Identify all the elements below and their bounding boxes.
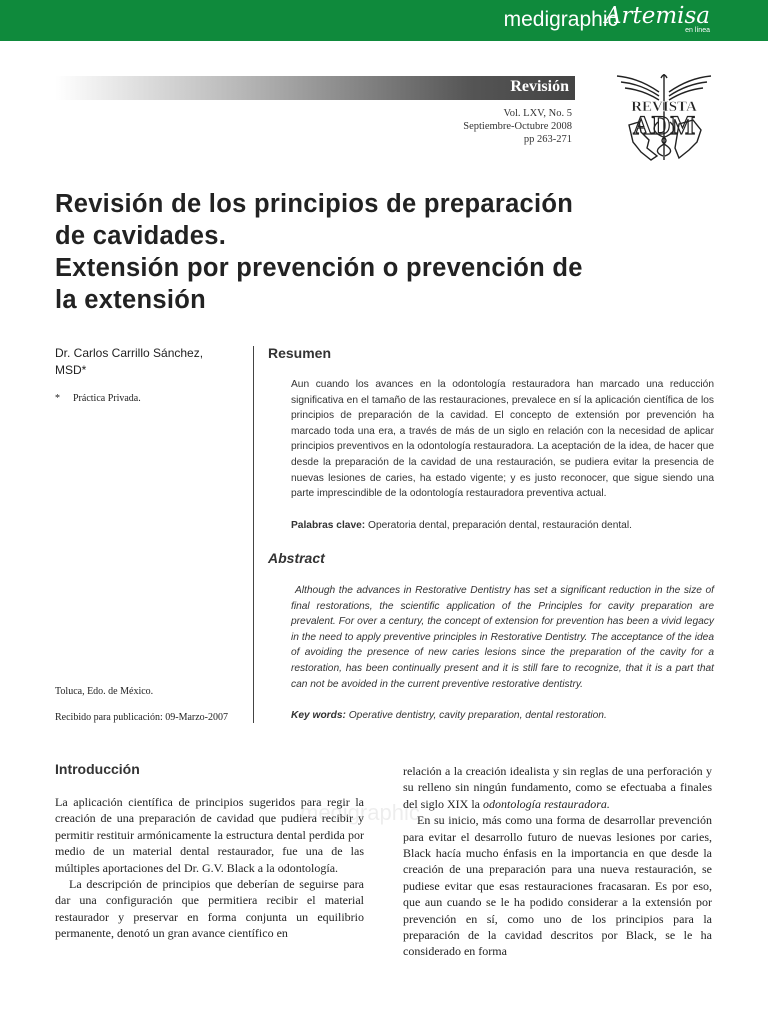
column-divider — [253, 346, 254, 723]
palabras-clave-label: Palabras clave: — [291, 520, 366, 531]
location: Toluca, Edo. de México. — [55, 686, 154, 697]
abstract-text: Although the advances in Restorative Dentistry has set a significant reduction in the size of final restorations, the scientific application of the Principles for cavity preparation are prevalent. For over a century, the concept of extension for prevention has been a vivid legacy in the need to apply preventive principles in Restorative Dentistry. The acceptance of the idea of avoiding the presence of new caries lesions since the preparation of the cavity for a restoration, has been continually present and it is still fare to recognize, that it is a part that can not be avoided in the current preventive restorative dentistry. — [291, 585, 714, 690]
author-degree: MSD* — [55, 363, 87, 377]
resumen-heading: Resumen — [268, 345, 332, 361]
watermark: medigraphic — [300, 800, 420, 825]
logo-text-adm: ADM — [632, 111, 696, 140]
paragraph: La descripción de principios que deberían de seguirse para dar una configuración que permitiera recibir el material restaurador y preservar en forma conjunta un equilibrio permanente, denotó un gran avance científico en — [55, 877, 364, 941]
intro-heading: Introducción — [55, 761, 140, 777]
paragraph-emphasis: odontología restauradora. — [483, 796, 610, 811]
logo-text-revista: REVISTA — [631, 99, 697, 115]
key-words-text: Operative dentistry, cavity preparation, dental restoration. — [345, 710, 607, 721]
title-line: de cavidades. — [55, 222, 227, 250]
banner-subtitle: en línea — [685, 27, 710, 34]
top-banner — [0, 0, 768, 41]
banner-brand: medigraphic — [503, 8, 618, 31]
body-column-right — [403, 763, 712, 960]
resumen-text: Aun cuando los avances en la odontología restauradora han marcado una reducción significativa en el tamaño de las restauraciones, prevalece en sí la aplicación científica de los principios de preparación de la cavidad. El concepto de extensión por prevención ha marcado toda una era, a través de más de un siglo en relación con la necesidad de aplicar principios preventivos en la odontología restauradora. La aceptación de la idea, de hacer que desde la preparación de la cavidad de una restauración, se pudiera evitar la presencia de nuevas lesiones de caries, ha estado vigente; y es justo reconocer, que sigue siendo una parte imprescindible de la odontología restauradora preventiva actual. — [291, 379, 714, 500]
body-column-left — [55, 794, 364, 942]
affiliation-text: Práctica Privada. — [73, 393, 141, 404]
palabras-clave-text: Operatoria dental, preparación dental, restauración dental. — [365, 520, 632, 531]
paragraph — [403, 763, 712, 812]
author-name: Dr. Carlos Carrillo Sánchez, — [55, 346, 204, 360]
volume-number: Vol. LXV, No. 5 — [503, 108, 572, 119]
key-words-label: Key words: — [291, 710, 346, 721]
page-range: pp 263-271 — [523, 134, 572, 145]
journal-logo — [609, 70, 719, 165]
title-line: Revisión de los principios de preparación — [55, 190, 574, 218]
paragraph: La aplicación científica de principios sugeridos para regir la creación de una preparación de cavidad que pudiera recibir y permitir restituir armónicamente la estructura dental perdida por medio de un material dental restaurador, fue una de las múltiples aportaciones del Dr. G.V. Black a la odontología. — [55, 795, 364, 875]
affiliation — [55, 393, 141, 404]
abstract-heading: Abstract — [268, 550, 325, 566]
section-bar — [55, 76, 575, 100]
article-title — [55, 188, 735, 316]
paragraph: En su inicio, más como una forma de desarrollar prevención para evitar el desarrollo futuro de nuevas lesiones por caries, Black hacía mucho énfasis en la importancia en que desde la creación de una preparación para una nueva restauración, se pudiese evitar que esas restauraciones fracasaran. Es por eso, que aun cuando se le ha podido considerar a la extensión por prevención en sí, como uno de los principios para la preparación de la cavidad descritos por Black, se le ha considerado en forma — [403, 813, 712, 959]
key-words — [291, 710, 607, 721]
paragraph-text: relación a la creación idealista y sin reglas de una perforación y su relleno sin ningún fundamento, como se efectuaba a finales del siglo XIX la — [403, 764, 712, 811]
received-date: Recibido para publicación: 09-Marzo-2007 — [55, 712, 228, 723]
banner-script-logo: Artemisa — [604, 3, 710, 29]
issue-date: Septiembre-Octubre 2008 — [463, 121, 572, 132]
title-line: Extensión por prevención o prevención de — [55, 254, 583, 282]
section-label: Revisión — [510, 78, 569, 95]
palabras-clave — [291, 520, 632, 531]
volume-info — [463, 107, 572, 146]
author-block — [55, 345, 255, 379]
affiliation-mark: * — [55, 393, 60, 404]
title-line: la extensión — [55, 286, 206, 314]
